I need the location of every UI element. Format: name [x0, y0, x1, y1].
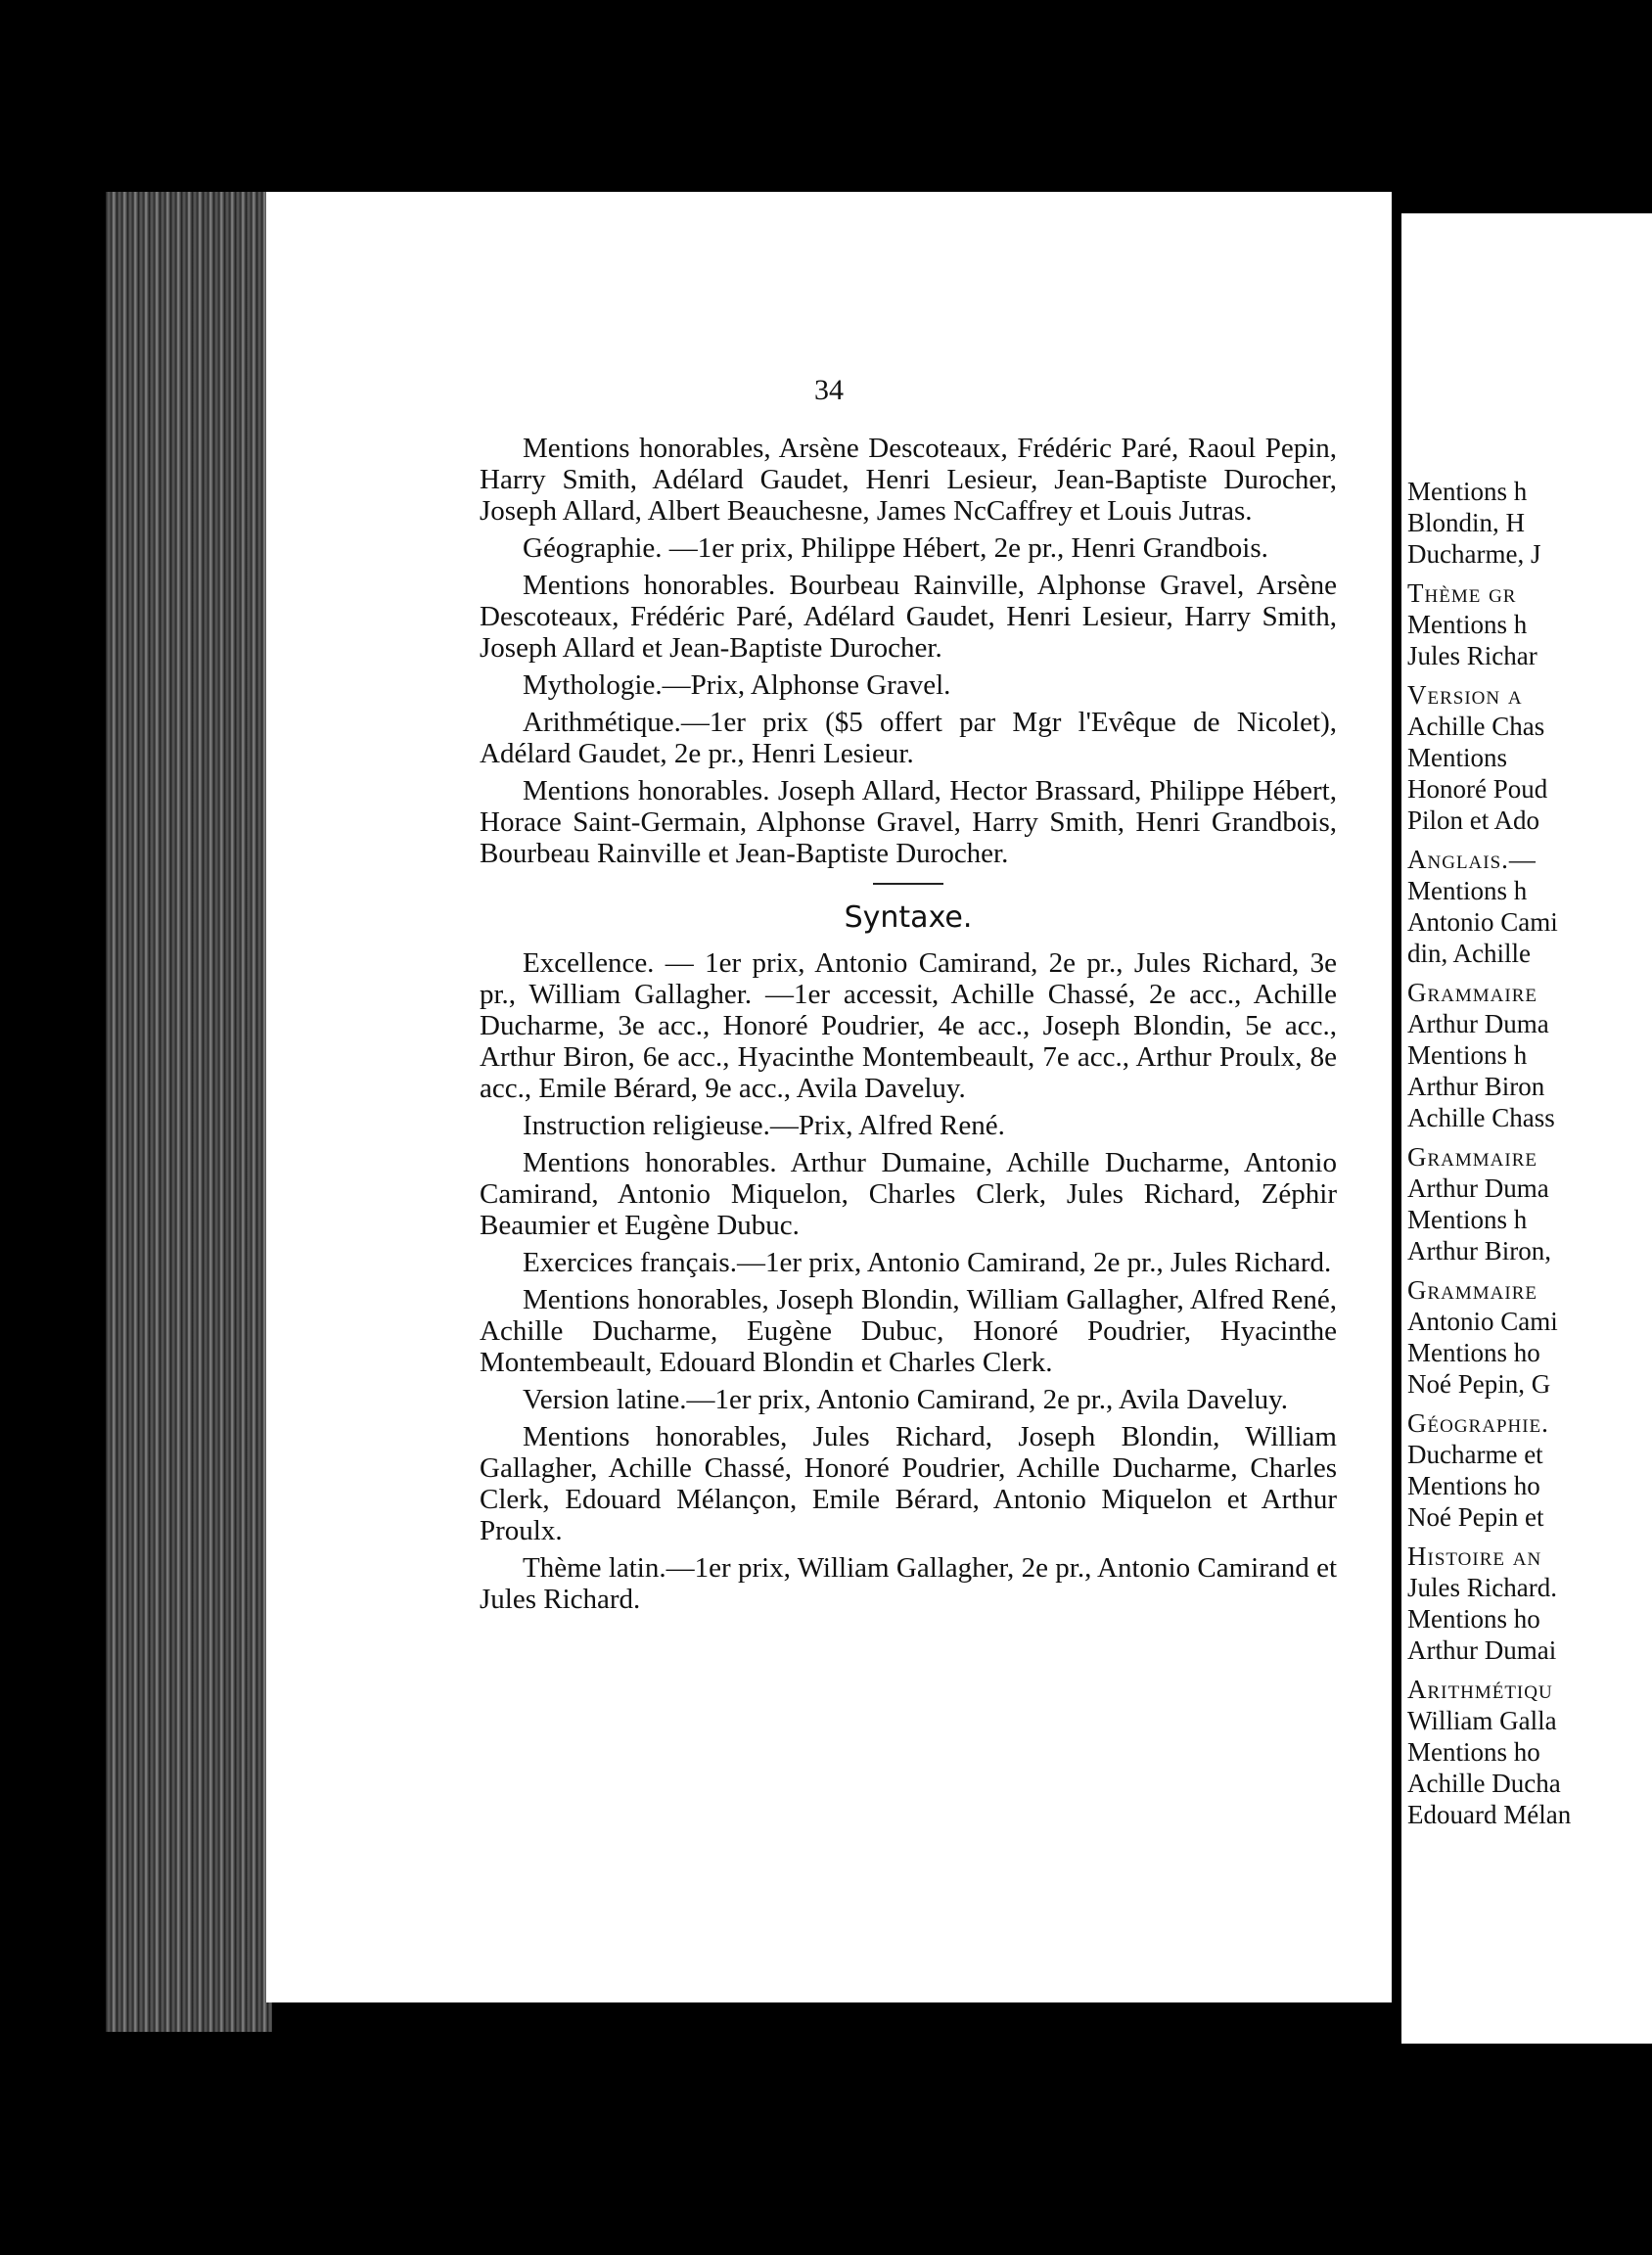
right-line: Géographie.	[1407, 1408, 1549, 1438]
right-line: Noé Pepin et	[1407, 1502, 1544, 1532]
section-divider	[873, 883, 943, 885]
paragraph: Mentions honorables. Joseph Allard, Hector Brassard, Philippe Hébert, Horace Saint-Germain, Alphonse Gravel, Harry Smith, Henri Grandbois, Bourbeau Rainville et Jean-Baptiste Durocher.	[480, 775, 1337, 869]
paragraph: Mentions honorables. Arthur Dumaine, Achille Ducharme, Antonio Camirand, Antonio Miquelon, Charles Clerk, Jules Richard, Zéphir Beaumier et Eugène Dubuc.	[480, 1147, 1337, 1241]
right-line: Noé Pepin, G	[1407, 1369, 1551, 1399]
paragraph: Mythologie.—Prix, Alphonse Gravel.	[523, 669, 951, 701]
right-line: Arthur Duma	[1407, 1174, 1549, 1203]
page-number: 34	[814, 374, 844, 406]
text-block	[480, 433, 1337, 1621]
right-line: Mentions ho	[1407, 1604, 1540, 1634]
right-line: Achille Ducha	[1407, 1769, 1561, 1798]
left-page	[266, 192, 1392, 2002]
paragraph: Exercices français.—1er prix, Antonio Camirand, 2e pr., Jules Richard.	[523, 1247, 1332, 1278]
paragraph: Instruction religieuse.—Prix, Alfred René.	[523, 1110, 1005, 1141]
right-line: Pilon et Ado	[1407, 805, 1540, 835]
paragraph: Arithmétique.—1er prix ($5 offert par Mgr l'Evêque de Nicolet), Adélard Gaudet, 2e pr., Henri Lesieur.	[480, 707, 1337, 769]
book-page-edges	[106, 192, 272, 2032]
paragraph: Mentions honorables, Joseph Blondin, William Gallagher, Alfred René, Achille Ducharme, Eugène Dubuc, Honoré Poudrier, Hyacinthe Montembeault, Edouard Blondin et Charles Clerk.	[480, 1284, 1337, 1378]
right-line: Mentions h	[1407, 477, 1528, 506]
right-line: Mentions ho	[1407, 1338, 1540, 1367]
paragraph: Mentions honorables. Bourbeau Rainville, Alphonse Gravel, Arsène Descoteaux, Frédéric Paré, Adélard Gaudet, Henri Lesieur, Harry Smith, Joseph Allard et Jean-Baptiste Durocher.	[480, 570, 1337, 664]
right-line: Mentions h	[1407, 1040, 1528, 1070]
right-line: Histoire an	[1407, 1542, 1542, 1571]
right-line: din, Achille	[1407, 939, 1531, 968]
right-line: Grammaire	[1407, 978, 1538, 1007]
right-line: Edouard Mélan	[1407, 1800, 1572, 1829]
paragraph: Version latine.—1er prix, Antonio Camirand, 2e pr., Avila Daveluy.	[523, 1384, 1289, 1415]
right-line: Achille Chas	[1407, 712, 1545, 741]
right-line: Mentions h	[1407, 876, 1528, 905]
right-line: Grammaire	[1407, 1142, 1538, 1172]
section-title: Syntaxe.	[844, 900, 973, 935]
right-page-fragment	[1401, 213, 1652, 2044]
right-line: Blondin, H	[1407, 508, 1526, 537]
right-line: Thème gr	[1407, 578, 1517, 608]
paragraph: Mentions honorables, Arsène Descoteaux, Frédéric Paré, Raoul Pepin, Harry Smith, Adélard Gaudet, Henri Lesieur, Jean-Baptiste Durocher, Joseph Allard, Albert Beauchesne, James NcCaffrey et Louis Jutras.	[480, 433, 1337, 527]
right-line: Mentions ho	[1407, 1737, 1540, 1767]
right-line: Mentions ho	[1407, 1471, 1540, 1500]
paragraph: Géographie. —1er prix, Philippe Hébert, 2e pr., Henri Grandbois.	[523, 532, 1268, 564]
right-line: William Galla	[1407, 1706, 1557, 1735]
right-line: Grammaire	[1407, 1275, 1538, 1305]
right-line: Arthur Biron	[1407, 1072, 1545, 1101]
right-line: Jules Richar	[1407, 641, 1537, 670]
right-line: Antonio Cami	[1407, 1307, 1558, 1336]
right-line: Antonio Cami	[1407, 907, 1558, 937]
right-line: Mentions h	[1407, 1205, 1528, 1234]
right-line: Arthur Dumai	[1407, 1635, 1557, 1665]
right-line: Mentions h	[1407, 610, 1528, 639]
right-line: Ducharme, J	[1407, 539, 1541, 569]
right-line: Version a	[1407, 680, 1523, 710]
right-line: Jules Richard.	[1407, 1573, 1557, 1602]
right-line: Ducharme et	[1407, 1440, 1543, 1469]
right-line: Arthur Duma	[1407, 1009, 1549, 1038]
paragraph: Thème latin.—1er prix, William Gallagher, 2e pr., Antonio Camirand et Jules Richard.	[480, 1552, 1337, 1615]
right-line: Arthur Biron,	[1407, 1236, 1551, 1266]
right-line: Achille Chass	[1407, 1103, 1555, 1132]
paragraph: Excellence. — 1er prix, Antonio Camirand, 2e pr., Jules Richard, 3e pr., William Gallagher. —1er accessit, Achille Chassé, 2e acc., Achille Ducharme, 3e acc., Honoré Poudrier, 4e acc., Joseph Blondin, 5e acc., Arthur Biron, 6e acc., Hyacinthe Montembeault, 7e acc., Arthur Proulx, 8e acc., Emile Bérard, 9e acc., Avila Daveluy.	[480, 947, 1337, 1104]
right-line: Anglais.—	[1407, 845, 1537, 874]
paragraph: Mentions honorables, Jules Richard, Joseph Blondin, William Gallagher, Achille Chassé, Honoré Poudrier, Achille Ducharme, Charles Clerk, Edouard Mélançon, Emile Bérard, Antonio Miquelon et Arthur Proulx.	[480, 1421, 1337, 1546]
right-line: Mentions	[1407, 743, 1508, 772]
right-line: Honoré Poud	[1407, 774, 1548, 804]
right-line: Arithmétiqu	[1407, 1675, 1553, 1704]
